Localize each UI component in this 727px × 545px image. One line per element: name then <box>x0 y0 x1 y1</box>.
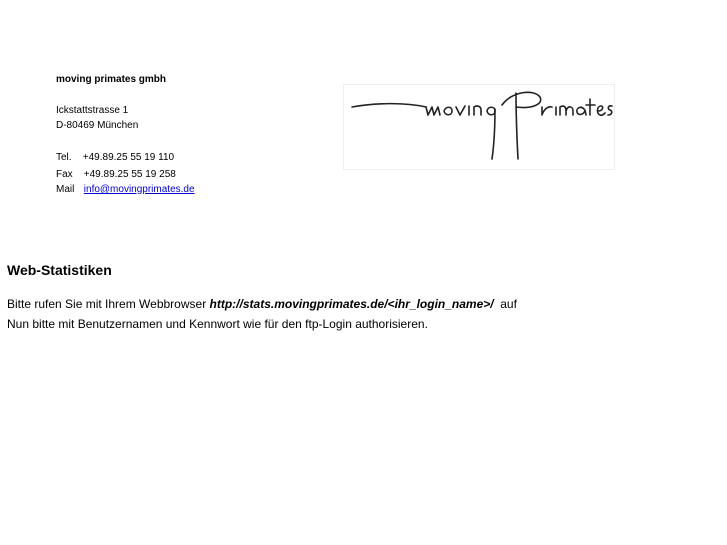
instructions-suffix: auf <box>493 297 517 311</box>
contact-block <box>56 72 166 87</box>
fax-label: Fax <box>56 169 73 180</box>
instructions-line-2: Nun bitte mit Benutzernamen und Kennwort wie für den ftp-Login authorisieren. <box>7 317 428 331</box>
company-name: moving primates gmbh <box>56 74 167 85</box>
stats-url: http://stats.movingprimates.de/<ihr_login_name>/ <box>209 297 494 311</box>
fax-line <box>56 169 176 180</box>
email-link[interactable]: info@movingprimates.de <box>83 184 195 195</box>
moving-primates-logo <box>343 84 615 170</box>
tel-label: Tel. <box>56 152 72 163</box>
instructions-prefix: Bitte rufen Sie mit Ihrem Webbrowser <box>7 297 210 311</box>
logo-signature <box>344 85 614 169</box>
instructions-line-1 <box>7 297 517 311</box>
tel-value: +49.89.25 55 19 110 <box>82 152 175 163</box>
mail-line <box>56 184 195 195</box>
mail-label: Mail <box>56 184 75 195</box>
fax-value: +49.89.25 55 19 258 <box>83 169 176 180</box>
tel-line <box>56 152 174 163</box>
street-address: Ickstattstrasse 1 <box>56 105 129 116</box>
city-address: D-80469 München <box>56 120 139 131</box>
section-title: Web-Statistiken <box>7 262 112 278</box>
